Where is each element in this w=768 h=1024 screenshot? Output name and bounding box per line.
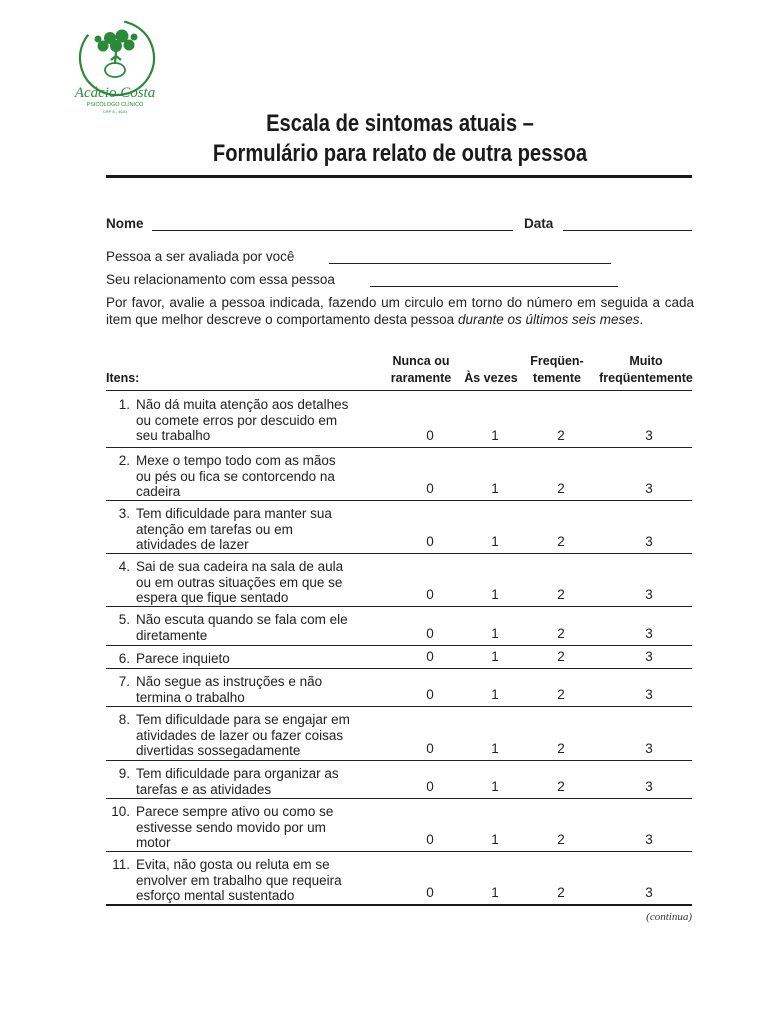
table-row <box>106 798 692 852</box>
item-text: Tem dificuldade para manter sua atenção em tarefas ou em atividades de lazer <box>136 506 332 552</box>
item-text: Mexe o tempo todo com as mãos ou pés ou fica se contorcendo na cadeira <box>136 453 336 499</box>
item-number: 7. <box>118 674 130 689</box>
nome-label: Nome <box>106 216 144 231</box>
item-number: 10. <box>111 804 130 819</box>
score-option-0[interactable]: 0 <box>426 686 434 702</box>
score-option-0[interactable]: 0 <box>426 740 434 756</box>
item-number: 3. <box>118 506 130 521</box>
score-option-0[interactable]: 0 <box>426 778 434 794</box>
table-row <box>106 447 692 501</box>
score-option-1[interactable]: 1 <box>491 648 499 664</box>
score-option-1[interactable]: 1 <box>491 884 499 900</box>
header-col2: Freqüen- temente <box>530 354 584 385</box>
item-number: 8. <box>118 712 130 727</box>
item-number: 2. <box>118 453 130 468</box>
item-number: 9. <box>118 766 130 781</box>
score-option-3[interactable]: 3 <box>645 740 653 756</box>
logo-subtitle: PSICÓLOGO CLÍNICO <box>86 102 144 108</box>
score-option-0[interactable]: 0 <box>426 586 434 602</box>
table-row <box>106 760 692 799</box>
table-row <box>106 391 692 448</box>
title-divider <box>106 175 692 178</box>
item-text: Tem dificuldade para se engajar em atividades de lazer ou fazer coisas divertidas sossegadamente <box>136 712 350 758</box>
data-label: Data <box>524 216 554 231</box>
table-row <box>106 500 692 554</box>
score-option-2[interactable]: 2 <box>557 480 565 496</box>
item-text: Parece sempre ativo ou como se estivesse sendo movido por um motor <box>136 804 334 850</box>
table-row <box>106 668 692 707</box>
table-row <box>106 706 692 761</box>
item-text: Evita, não gosta ou reluta em se envolver em trabalho que requeira esforço mental sustentado <box>136 857 342 903</box>
score-option-1[interactable]: 1 <box>491 740 499 756</box>
score-option-0[interactable]: 0 <box>426 648 434 664</box>
score-option-2[interactable]: 2 <box>557 427 565 443</box>
score-option-3[interactable]: 3 <box>645 648 653 664</box>
relacionamento-field[interactable] <box>370 286 618 287</box>
table-row <box>106 645 692 669</box>
item-number: 4. <box>118 559 130 574</box>
score-option-3[interactable]: 3 <box>645 625 653 641</box>
instructions: Por favor, avalie a pessoa indicada, fazendo um circulo em torno do número em seguida a cada item que melhor descreve o comportamento desta pessoa durante os últimos seis meses. <box>106 295 694 327</box>
score-option-3[interactable]: 3 <box>645 533 653 549</box>
clinic-logo <box>70 18 165 116</box>
nome-field[interactable] <box>152 230 513 231</box>
data-field[interactable] <box>563 230 692 231</box>
score-option-2[interactable]: 2 <box>557 586 565 602</box>
item-number: 6. <box>118 651 130 666</box>
item-text: Não segue as instruções e não termina o trabalho <box>136 674 323 705</box>
score-option-2[interactable]: 2 <box>557 884 565 900</box>
header-items: Itens: <box>106 371 140 385</box>
score-option-0[interactable]: 0 <box>426 480 434 496</box>
score-option-1[interactable]: 1 <box>491 533 499 549</box>
score-option-1[interactable]: 1 <box>491 625 499 641</box>
score-option-0[interactable]: 0 <box>426 625 434 641</box>
score-option-3[interactable]: 3 <box>645 884 653 900</box>
score-option-3[interactable]: 3 <box>645 586 653 602</box>
logo-name: Acácio Costa <box>74 85 156 101</box>
score-option-0[interactable]: 0 <box>426 427 434 443</box>
item-text: Parece inquieto <box>136 651 230 666</box>
table-row <box>106 553 692 607</box>
header-col1: Às vezes <box>464 371 518 385</box>
score-option-2[interactable]: 2 <box>557 831 565 847</box>
score-option-3[interactable]: 3 <box>645 831 653 847</box>
score-option-2[interactable]: 2 <box>557 533 565 549</box>
continua-note: (continua) <box>646 911 692 923</box>
header-col0: Nunca ou raramente <box>390 354 452 385</box>
item-number: 5. <box>118 612 130 627</box>
page-title-line-1: Escala de sintomas atuais – <box>266 110 534 137</box>
score-option-0[interactable]: 0 <box>426 831 434 847</box>
score-option-2[interactable]: 2 <box>557 740 565 756</box>
item-text: Tem dificuldade para organizar as tarefas e as atividades <box>136 766 339 797</box>
score-option-3[interactable]: 3 <box>645 778 653 794</box>
score-option-3[interactable]: 3 <box>645 427 653 443</box>
score-option-1[interactable]: 1 <box>491 831 499 847</box>
item-text: Sai de sua cadeira na sala de aula ou em outras situações em que se espera que fique sentado <box>136 559 344 605</box>
score-option-1[interactable]: 1 <box>491 480 499 496</box>
score-option-1[interactable]: 1 <box>491 778 499 794</box>
pessoa-label: Pessoa a ser avaliada por você <box>106 249 295 264</box>
score-option-3[interactable]: 3 <box>645 686 653 702</box>
score-option-2[interactable]: 2 <box>557 778 565 794</box>
score-option-1[interactable]: 1 <box>491 427 499 443</box>
pessoa-field[interactable] <box>329 263 611 264</box>
page-title-line-2: Formulário para relato de outra pessoa <box>212 140 588 167</box>
table-row <box>106 606 692 646</box>
item-number: 1. <box>118 397 130 412</box>
header-col3: Muito freqüentemente <box>599 354 693 385</box>
logo-crp: CRP 8 - 4631 <box>102 109 128 114</box>
item-text: Não dá muita atenção aos detalhes ou comete erros por descuido em seu trabalho <box>136 397 349 443</box>
item-number: 11. <box>112 857 130 872</box>
item-text: Não escuta quando se fala com ele diretamente <box>136 612 348 643</box>
score-option-0[interactable]: 0 <box>426 884 434 900</box>
score-option-2[interactable]: 2 <box>557 686 565 702</box>
score-option-1[interactable]: 1 <box>491 686 499 702</box>
score-option-2[interactable]: 2 <box>557 625 565 641</box>
score-option-0[interactable]: 0 <box>426 533 434 549</box>
relacionamento-label: Seu relacionamento com essa pessoa <box>106 272 335 287</box>
table-row <box>106 851 692 906</box>
score-option-3[interactable]: 3 <box>645 480 653 496</box>
score-option-2[interactable]: 2 <box>557 648 565 664</box>
score-option-1[interactable]: 1 <box>491 586 499 602</box>
